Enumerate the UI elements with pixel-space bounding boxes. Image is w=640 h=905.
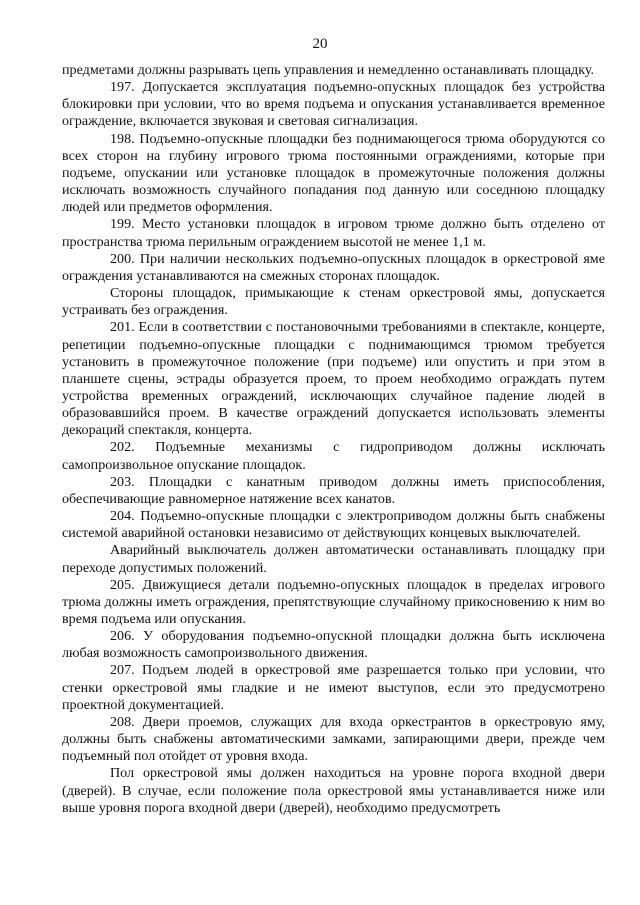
document-body <box>62 62 605 817</box>
page-number: 20 <box>312 36 328 52</box>
paragraph-203: 203. Площадки с канатным приводом должны иметь приспособления, обеспечивающие равномерное натяжение всех канатов. <box>62 473 605 507</box>
paragraph-202: 202. Подъемные механизмы с гидроприводом должны исключать самопроизвольное опускание площадок. <box>62 439 605 473</box>
paragraph-204: 204. Подъемно-опускные площадки с электроприводом должны быть снабжены системой аварийной остановки независимо от действующих концевых выключателей. <box>62 508 605 542</box>
paragraph-207: 207. Подъем людей в оркестровой яме разрешается только при условии, что стенки оркестровой ямы гладкие и не имеют выступов, если это предусмотрено проектной документацией. <box>62 662 605 713</box>
paragraph-205: 205. Движущиеся детали подъемно-опускных площадок в пределах игрового трюма должны иметь ограждения, препятствующие случайному прикосновению к ним во время подъема или опускания. <box>62 576 605 627</box>
paragraph-197: 197. Допускается эксплуатация подъемно-опускных площадок без устройства блокировки при условии, что во время подъема и опускания устанавливается временное ограждение, включается звуковая и световая сигнализация. <box>62 79 605 130</box>
paragraph-continuation: предметами должны разрывать цепь управления и немедленно останавливать площадку. <box>62 62 595 78</box>
paragraph-200-sides: Стороны площадок, примыкающие к стенам оркестровой ямы, допускается устраивать без ограждения. <box>62 285 605 319</box>
paragraph-204-emergency-switch: Аварийный выключатель должен автоматически останавливать площадку при переходе допустимых положений. <box>62 542 605 576</box>
paragraph-198: 198. Подъемно-опускные площадки без поднимающегося трюма оборудуются со всех сторон на глубину игрового трюма постоянными ограждениями, которые при подъеме, опускании или установке площадок в промежуточные положения должны исключать возможность случайного попадания под данную или соседнюю площадку людей или предметов оформления. <box>62 130 605 216</box>
paragraph-201: 201. Если в соответствии с постановочными требованиями в спектакле, концерте, репетиции подъемно-опускные площадки с поднимающимся трюмом требуется установить в промежуточное положение (при подъеме) или опустить и при этом в планшете сцены, эстрады образуется проем, то проем необходимо ограждать путем устройства временных ограждений, исключающих случайное падение людей в образовавшийся проем. В качестве ограждений допускается использовать элементы декораций спектакля, концерта. <box>62 319 605 439</box>
paragraph-208-floor-level: Пол оркестровой ямы должен находиться на уровне порога входной двери (дверей). В случае, если положение пола оркестровой ямы устанавливается ниже или выше уровня порога входной двери (дверей), необходимо предусмотреть <box>62 765 605 816</box>
paragraph-199: 199. Место установки площадок в игровом трюме должно быть отделено от пространства трюма перильным ограждением высотой не менее 1,1 м. <box>62 216 605 250</box>
paragraph-200: 200. При наличии нескольких подъемно-опускных площадок в оркестровой яме ограждения устанавливаются на смежных сторонах площадок. <box>62 250 605 284</box>
paragraph-206: 206. У оборудования подъемно-опускной площадки должна быть исключена любая возможность самопроизвольного движения. <box>62 628 605 662</box>
paragraph-208: 208. Двери проемов, служащих для входа оркестрантов в оркестровую яму, должны быть снабжены автоматическими замками, запирающими двери, прежде чем подъемный пол отойдет от уровня входа. <box>62 713 605 765</box>
